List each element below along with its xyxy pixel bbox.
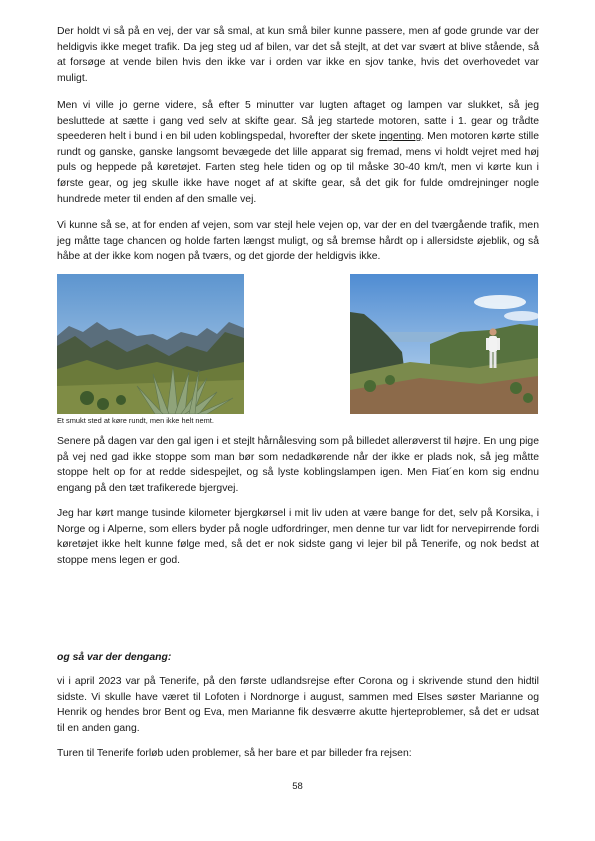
paragraph-2-text-b: . Men motoren kørte stille rundt og ganske, ganske langsomt bevægede det lille apparat sig fremad, mens vi holdt vejret med høj puls og heppede på køretøjet. Farten steg hele tiden og op til måske 30-40 km/t, men vi kørte kun i første gear, og jeg skulle ikke have noget af at skifte gear, så det gik for fulde omdrejninger nogle hundrede meter til enden af den smalle vej. <box>57 131 539 205</box>
paragraph-6: vi i april 2023 var på Tenerife, på den første udlandsrejse efter Corona og i skrivende stund den hidtil sidste. Vi skulle have været til Lofoten i Nordnorge i august, sammen med Elses søster Marianne og Henrik og hendes bror Bent og Eva, men Marianne fik desværre akutte hjerteproblemer, så det er udsat til en anden gang. <box>57 676 539 734</box>
paragraph-4: Senere på dagen var den gal igen i et stejlt hårnålesving som på billedet allerøverst til højre. En ung pige på vej ned gad ikke stoppe som man bør som nedadkørende når der ikke er plads nok, så jeg måtte stoppe helt op for at redde sidespejlet, og så lyste koblingslampen igen. Men Fiat´en kom sig endnu engang på den tæt trafikerede bjergvej. <box>57 436 539 494</box>
mountain-agave-image <box>57 274 244 414</box>
mountain-agave-photo <box>57 274 244 414</box>
paragraph-1: Der holdt vi så på en vej, der var så smal, at kun små biler kunne passere, men af gode grunde var der heldigvis ikke meget trafik. Da jeg steg ud af bilen, var det så stejlt, at det var svært at blive stående, så at forsøge at vende bilen hvis den ikke var i orden var ikke en sjov tanke, hvis det overhovedet var muligt. <box>57 26 539 84</box>
paragraph-2-underlined-word: ingenting <box>379 131 422 143</box>
paragraph-5: Jeg har kørt mange tusinde kilometer bjergkørsel i mit liv uden at være bange for det, selv på Korsika, i Norge og i Alperne, som ellers byder på nogle udfordringer, men denne tur var lidt for nervepirrende fordi køretøjet ikke helt kunne følge med, så det er nok sidste gang vi lejer bil på Tenerife, og nok bedst at stoppe mens legen er god. <box>57 508 539 566</box>
paragraph-2-text-a: Men vi ville jo gerne videre, så efter 5 minutter var lugten aftaget og lampen var slukket, så jeg besluttede at sætte i gang ved selv at skifte gear. Så jeg startede motoren, satte i 1. gear og trådte speederen helt i bund i en bil uden koblingspedal, hvorefter der skete <box>57 100 539 143</box>
page-number: 58 <box>292 781 303 792</box>
paragraph-3: Vi kunne så se, at for enden af vejen, som var stejl hele vejen op, var der en del tværgående trafik, men jeg måtte tage chancen og holde farten længst muligt, og så bremse hårdt op i allersidste øjeblik, og så håbe at der ikke kom nogen på tværs, og det gjorde der heldigvis ikke. <box>57 220 539 263</box>
man-on-mountain-image <box>350 274 538 414</box>
photo-caption: Et smukt sted at køre rundt, men ikke helt nemt. <box>57 416 214 425</box>
paragraph-2 <box>57 98 539 207</box>
section-heading: og så var der dengang: <box>57 652 172 663</box>
man-on-mountain-photo <box>350 274 538 414</box>
paragraph-7: Turen til Tenerife forløb uden problemer, så her bare et par billeder fra rejsen: <box>57 748 412 759</box>
